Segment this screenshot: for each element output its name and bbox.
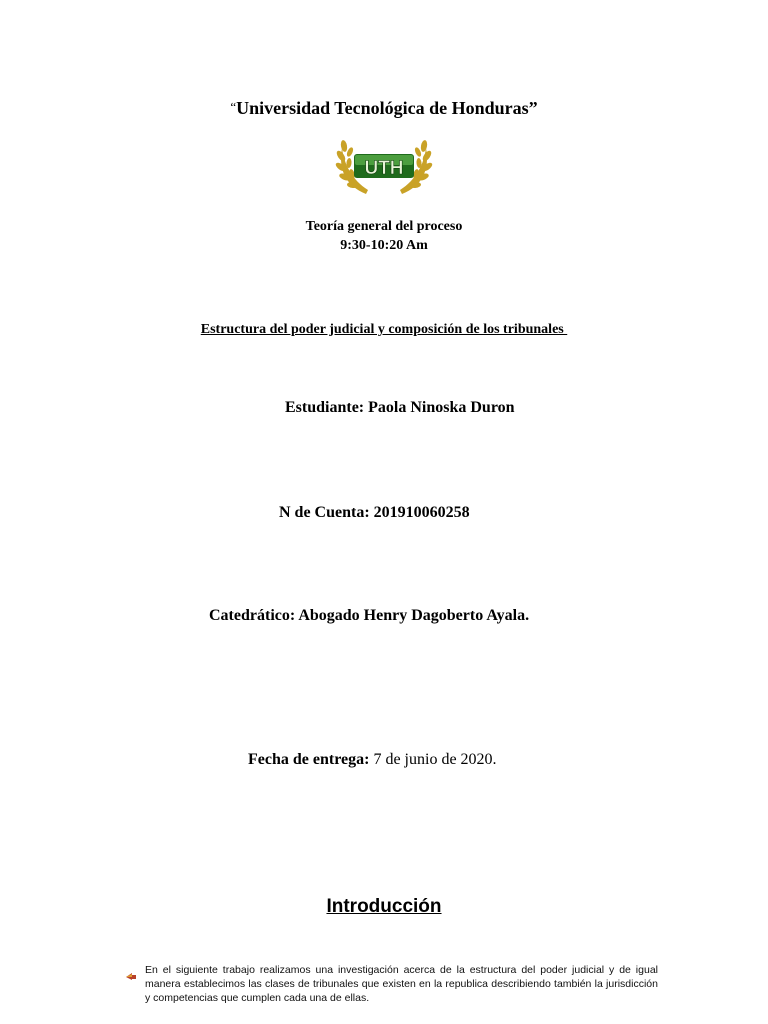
account-label: N de Cuenta: xyxy=(279,504,370,521)
university-name: Universidad Tecnológica de Honduras xyxy=(236,98,529,118)
student-name: Paola Ninoska Duron xyxy=(368,399,515,416)
teacher-label: Catedrático: xyxy=(209,607,296,624)
delivery-label: Fecha de entrega: xyxy=(248,751,370,768)
delivery-date: 7 de junio de 2020. xyxy=(373,751,497,768)
student-line xyxy=(285,399,515,417)
topic-text: Estructura del poder judicial y composición de los tribunales xyxy=(200,322,568,337)
student-label: Estudiante: xyxy=(285,399,365,416)
university-title xyxy=(0,98,768,119)
open-quote: “ xyxy=(230,99,237,114)
course-name: Teoría general del proceso xyxy=(305,219,463,234)
teacher-line xyxy=(209,607,529,625)
teacher-name: Abogado Henry Dagoberto Ayala. xyxy=(298,607,530,624)
arrow-bullet-icon xyxy=(126,967,136,975)
course-schedule: 9:30-10:20 Am xyxy=(340,238,428,253)
account-number: 201910060258 xyxy=(373,504,470,521)
uth-logo xyxy=(332,134,436,198)
account-line xyxy=(279,504,470,522)
close-quote: ” xyxy=(528,98,538,118)
delivery-line xyxy=(248,751,497,769)
introduction-heading: Introducción xyxy=(326,896,442,917)
introduction-paragraph: En el siguiente trabajo realizamos una investigación acerca de la estructura del poder judicial y de igual manera establecimos las clases de tribunales que existen en la republica describiendo también la jurisdicción y competencias que cumplen cada una de ellas. xyxy=(145,964,658,1004)
logo-text: UTH xyxy=(364,158,404,179)
course-block xyxy=(0,217,768,255)
topic-title xyxy=(0,322,768,338)
